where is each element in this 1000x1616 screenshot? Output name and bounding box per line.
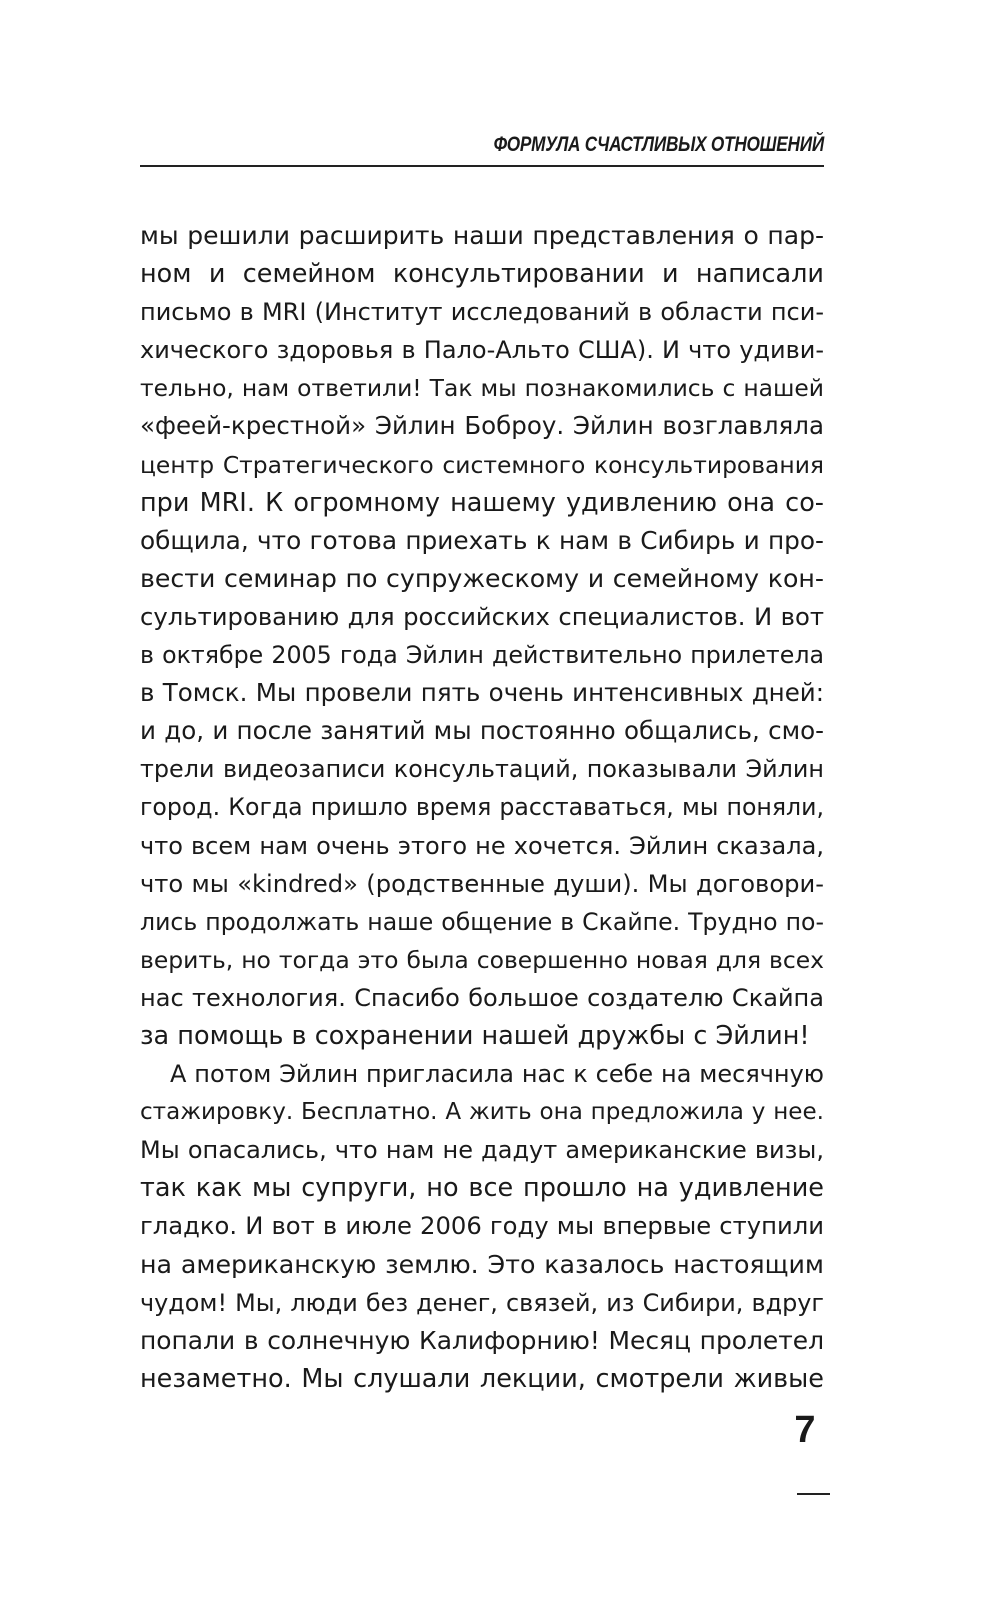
text-line: за помощь в сохранении нашей дружбы с Эйлин! xyxy=(140,1020,810,1051)
text-line: общила, что готова приехать к нам в Сибирь и про- xyxy=(140,525,824,555)
running-title: ФОРМУЛА СЧАСТЛИВЫХ ОТНОШЕНИЙ xyxy=(493,133,824,156)
text-line: незаметно. Мы слушали лекции, смотрели живые xyxy=(140,1363,824,1394)
text-line: «феей-крестной» Эйлин Боброу. Эйлин возглавляла xyxy=(140,411,824,441)
text-line: сультированию для российских специалистов. И вот xyxy=(140,601,824,631)
text-line: мы решили расширить наши представления о пар- xyxy=(140,221,824,250)
text-line: вести семинар по супружескому и семейному кон- xyxy=(140,563,824,593)
text-line: верить, но тогда это была совершенно новая для всех xyxy=(140,945,824,974)
text-line: город. Когда пришло время расставаться, мы поняли, xyxy=(140,793,824,822)
page-number: 7 xyxy=(794,1409,816,1451)
text-line: тельно, нам ответили! Так мы познакомились с нашей xyxy=(140,374,824,403)
footer-rule xyxy=(797,1493,830,1495)
text-line: в Томск. Мы провели пять очень интенсивных дней: xyxy=(140,678,824,708)
header-rule xyxy=(140,165,824,167)
text-line: что всем нам очень этого не хочется. Эйлин сказала, xyxy=(140,831,824,860)
text-line: трели видеозаписи консультаций, показывали Эйлин xyxy=(140,755,824,784)
text-line: письмо в MRI (Институт исследований в области пси- xyxy=(140,298,824,327)
text-line: хического здоровья в Пало-Альто США). И что удиви- xyxy=(140,336,824,365)
text-line: стажировку. Бесплатно. А жить она предложила у нее. xyxy=(140,1099,824,1126)
text-line: чудом! Мы, люди без денег, связей, из Сибири, вдруг xyxy=(140,1288,824,1317)
text-line: что мы «kindred» (родственные души). Мы договори- xyxy=(140,869,824,898)
text-line: в октябре 2005 года Эйлин действительно прилетела xyxy=(140,641,824,670)
text-line: попали в солнечную Калифорнию! Месяц пролетел xyxy=(140,1325,824,1355)
text-line: ном и семейном консультировании и написали xyxy=(140,259,824,290)
text-line: так как мы супруги, но все прошло на удивление xyxy=(140,1173,824,1204)
text-line: Мы опасались, что нам не дадут американские визы, xyxy=(140,1136,824,1165)
text-line: и до, и после занятий мы постоянно общались, смо- xyxy=(140,716,824,746)
text-line: гладко. И вот в июле 2006 году мы впервые ступили xyxy=(140,1211,824,1241)
text-line: лись продолжать наше общение в Скайпе. Трудно по- xyxy=(140,907,824,936)
body-text xyxy=(140,217,824,1398)
text-line: при MRI. К огромному нашему удивлению она со- xyxy=(140,487,824,518)
text-line: А потом Эйлин пригласила нас к себе на месячную xyxy=(170,1060,824,1089)
text-line: центр Стратегического системного консультирования xyxy=(140,450,824,479)
text-line: на американскую землю. Это казалось настоящим xyxy=(140,1249,824,1279)
text-line: нас технология. Спасибо большое создателю Скайпа xyxy=(140,983,824,1012)
